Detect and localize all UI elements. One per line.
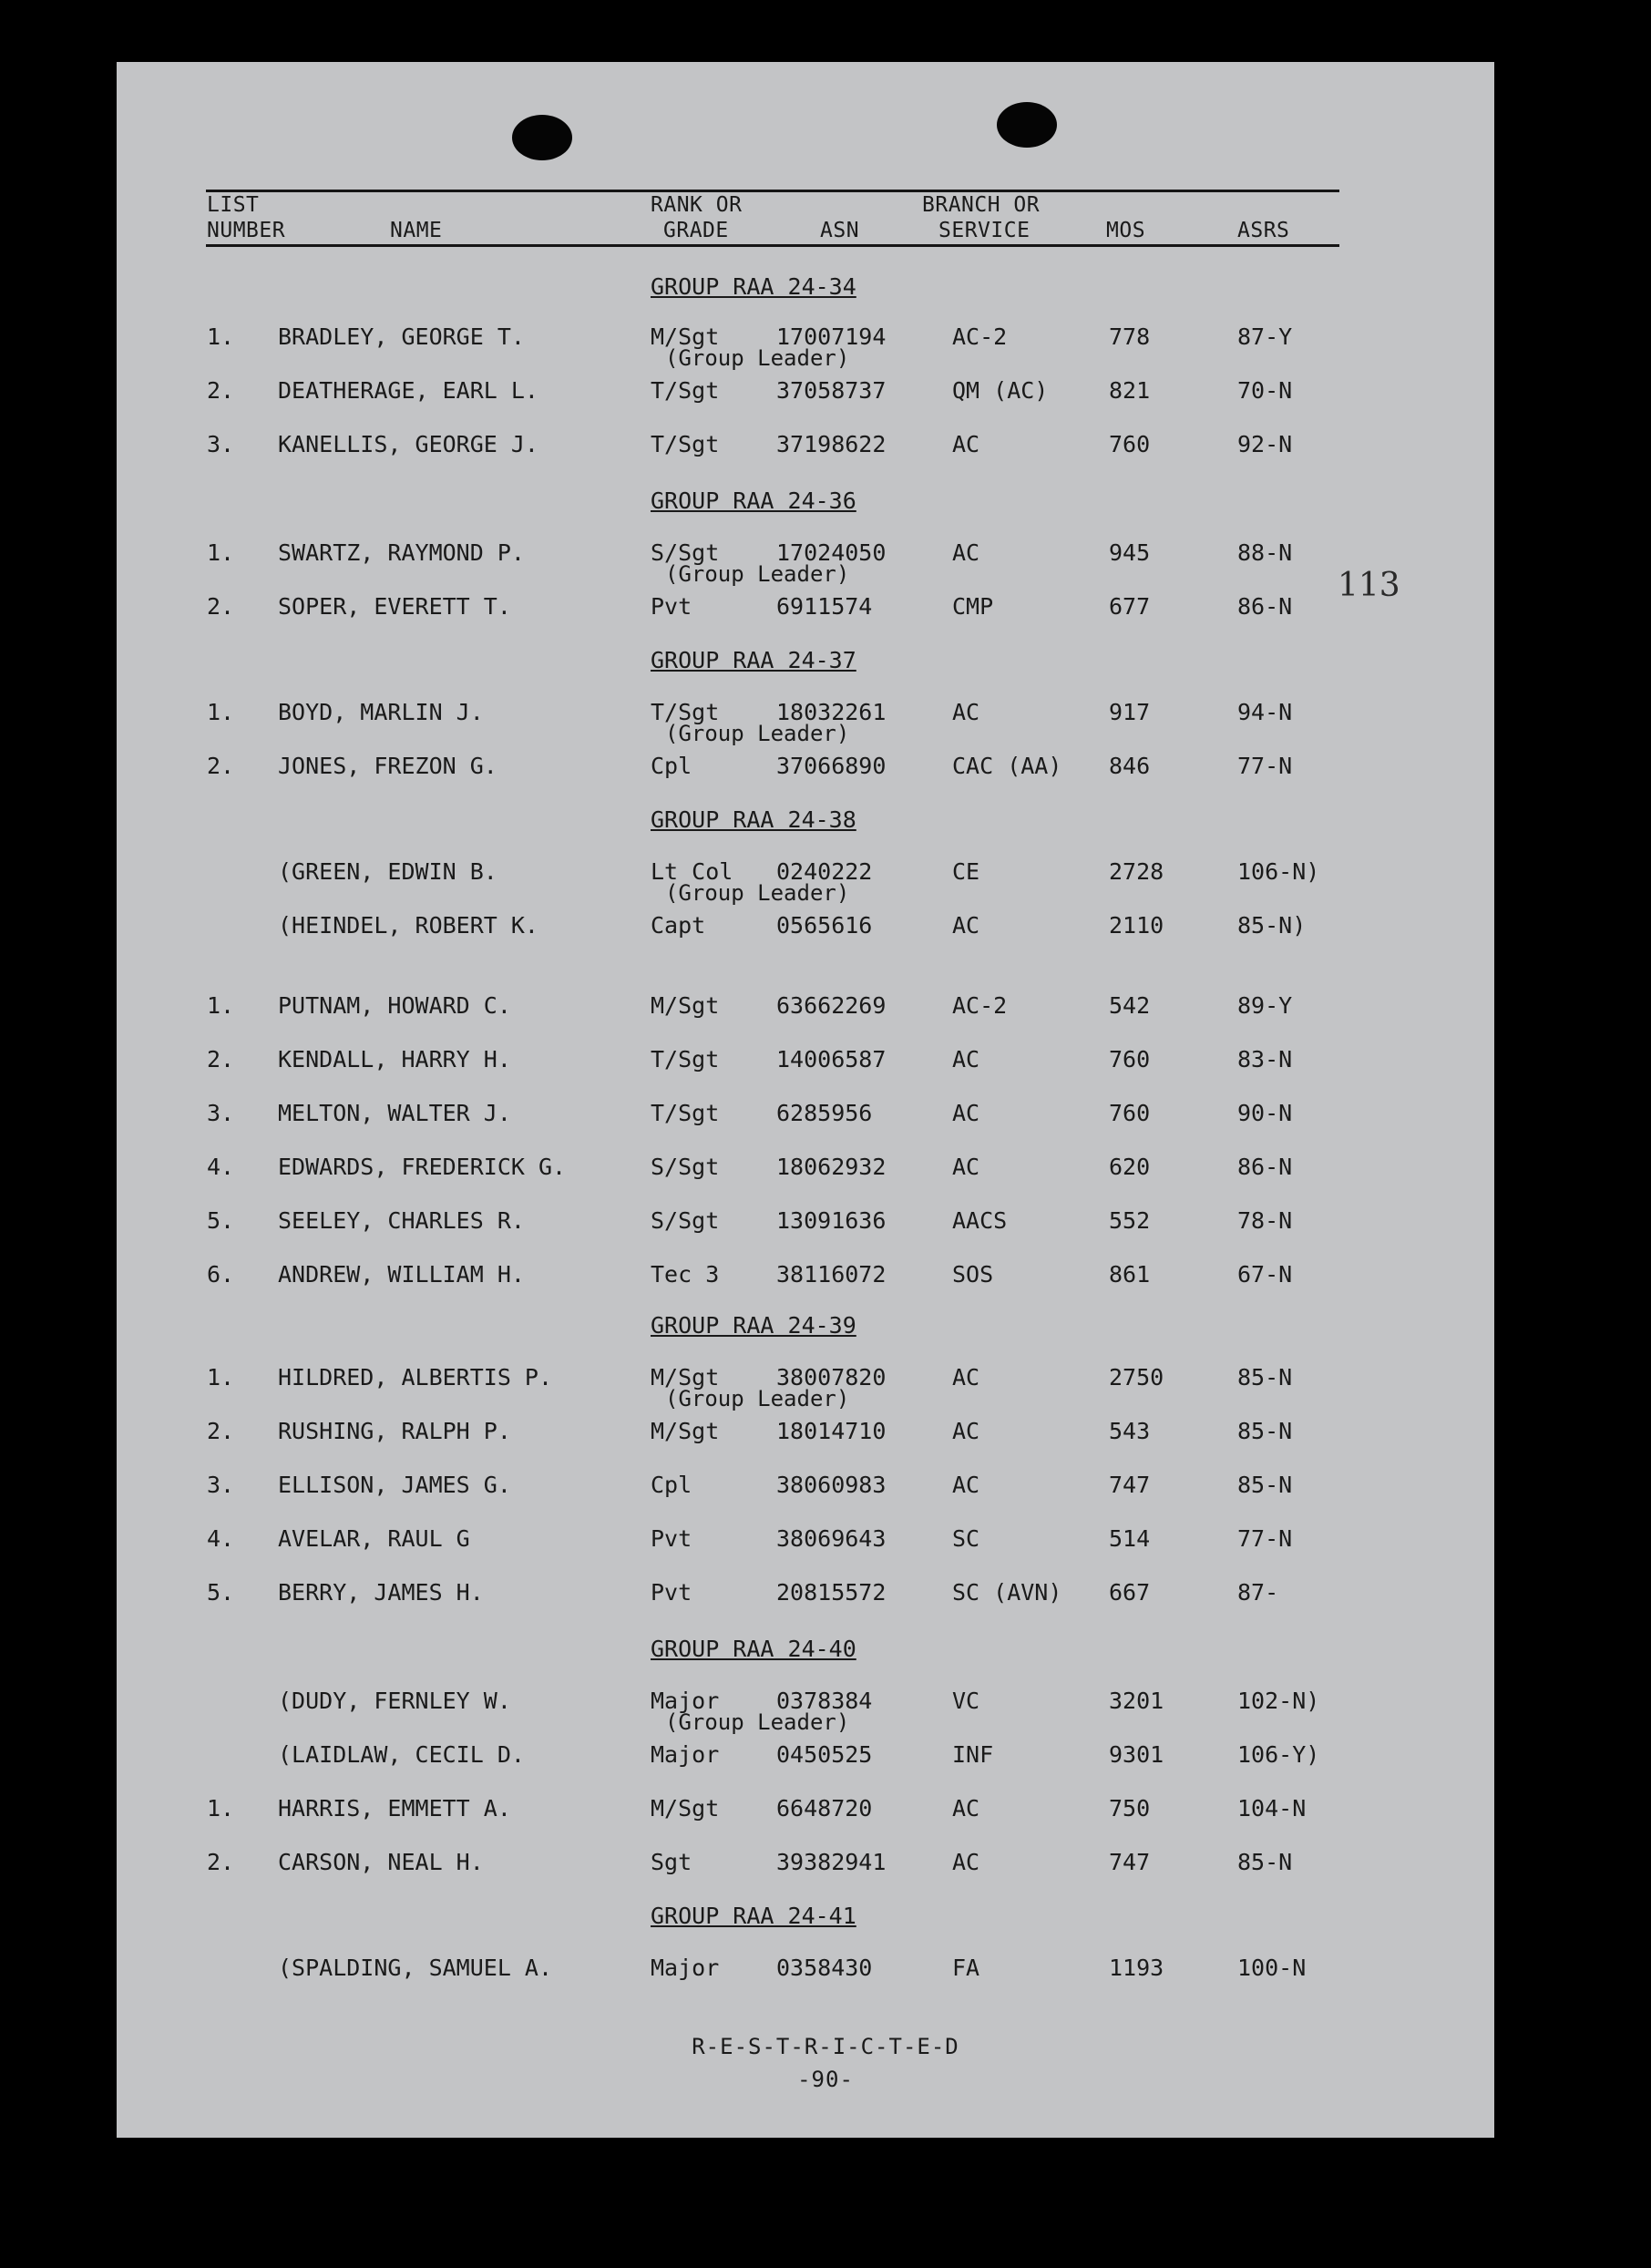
- cell-asn: 38069643: [776, 1525, 887, 1552]
- cell-mos: 514: [1109, 1525, 1151, 1552]
- cell-asrs: 77-N: [1237, 753, 1293, 779]
- cell-num: 3.: [207, 1472, 235, 1498]
- cell-rank: Pvt: [651, 1525, 692, 1552]
- cell-name: ANDREW, WILLIAM H.: [278, 1261, 525, 1288]
- cell-branch: SOS: [952, 1261, 994, 1288]
- cell-mos: 677: [1109, 593, 1151, 620]
- cell-branch: AC: [952, 912, 980, 939]
- header-rank-line2: GRADE: [663, 219, 729, 242]
- cell-name: AVELAR, RAUL G: [278, 1525, 470, 1552]
- cell-mos: 543: [1109, 1418, 1151, 1444]
- cell-name: SWARTZ, RAYMOND P.: [278, 539, 525, 566]
- cell-mos: 620: [1109, 1154, 1151, 1180]
- cell-branch: AC: [952, 539, 980, 566]
- cell-asn: 0378384: [776, 1688, 873, 1714]
- cell-rank: Major: [651, 1955, 720, 1981]
- group-leader-note: (Group Leader): [665, 561, 850, 587]
- cell-asrs: 78-N: [1237, 1207, 1293, 1234]
- cell-mos: 667: [1109, 1579, 1151, 1606]
- cell-name: KANELLIS, GEORGE J.: [278, 431, 538, 457]
- cell-asrs: 87-: [1237, 1579, 1279, 1606]
- cell-num: 6.: [207, 1261, 235, 1288]
- cell-name: CARSON, NEAL H.: [278, 1849, 484, 1875]
- cell-asrs: 85-N: [1237, 1472, 1293, 1498]
- cell-rank: S/Sgt: [651, 1207, 720, 1234]
- cell-mos: 861: [1109, 1261, 1151, 1288]
- cell-rank: S/Sgt: [651, 1154, 720, 1180]
- cell-name: EDWARDS, FREDERICK G.: [278, 1154, 567, 1180]
- cell-asrs: 85-N: [1237, 1849, 1293, 1875]
- cell-mos: 747: [1109, 1472, 1151, 1498]
- group-title: GROUP RAA 24-39: [651, 1312, 856, 1339]
- cell-rank: Cpl: [651, 753, 692, 779]
- cell-branch: CE: [952, 858, 980, 885]
- roster-row: [0, 1795, 1651, 1826]
- cell-mos: 846: [1109, 753, 1151, 779]
- header-asn: ASN: [820, 219, 860, 242]
- cell-branch: CMP: [952, 593, 994, 620]
- cell-mos: 917: [1109, 699, 1151, 725]
- cell-asn: 0565616: [776, 912, 873, 939]
- cell-name: (SPALDING, SAMUEL A.: [278, 1955, 553, 1981]
- cell-mos: 9301: [1109, 1741, 1164, 1768]
- cell-rank: Tec 3: [651, 1261, 720, 1288]
- cell-name: KENDALL, HARRY H.: [278, 1046, 511, 1072]
- cell-mos: 2110: [1109, 912, 1164, 939]
- header-list-line1: LIST: [207, 193, 260, 217]
- cell-rank: Capt: [651, 912, 706, 939]
- cell-num: 1.: [207, 539, 235, 566]
- roster-row: [0, 1525, 1651, 1556]
- classification-footer: R-E-S-T-R-I-C-T-E-D: [692, 2034, 959, 2059]
- cell-asn: 6911574: [776, 593, 873, 620]
- roster-row: [0, 1418, 1651, 1449]
- cell-branch: INF: [952, 1741, 994, 1768]
- group-title: GROUP RAA 24-36: [651, 487, 856, 514]
- cell-asrs: 83-N: [1237, 1046, 1293, 1072]
- cell-asrs: 86-N: [1237, 1154, 1293, 1180]
- cell-name: DEATHERAGE, EARL L.: [278, 377, 538, 404]
- cell-asn: 6648720: [776, 1795, 873, 1822]
- roster-row: [0, 753, 1651, 784]
- cell-name: (HEINDEL, ROBERT K.: [278, 912, 538, 939]
- cell-branch: CAC (AA): [952, 753, 1062, 779]
- header-branch-line1: BRANCH OR: [922, 193, 1041, 217]
- punch-hole: [512, 115, 572, 160]
- cell-branch: AACS: [952, 1207, 1008, 1234]
- cell-rank: T/Sgt: [651, 431, 720, 457]
- group-title: GROUP RAA 24-41: [651, 1903, 856, 1929]
- roster-row: [0, 1849, 1651, 1880]
- cell-name: MELTON, WALTER J.: [278, 1100, 511, 1126]
- cell-mos: 750: [1109, 1795, 1151, 1822]
- cell-num: 4.: [207, 1154, 235, 1180]
- cell-asn: 18014710: [776, 1418, 887, 1444]
- cell-asrs: 102-N): [1237, 1688, 1320, 1714]
- cell-asn: 20815572: [776, 1579, 887, 1606]
- roster-row: [0, 377, 1651, 408]
- cell-branch: AC: [952, 1046, 980, 1072]
- cell-asn: 38007820: [776, 1364, 887, 1391]
- cell-asrs: 90-N: [1237, 1100, 1293, 1126]
- cell-name: ELLISON, JAMES G.: [278, 1472, 511, 1498]
- cell-mos: 2728: [1109, 858, 1164, 885]
- cell-name: JONES, FREZON G.: [278, 753, 497, 779]
- cell-mos: 1193: [1109, 1955, 1164, 1981]
- cell-asn: 37066890: [776, 753, 887, 779]
- group-title: GROUP RAA 24-37: [651, 647, 856, 673]
- cell-asrs: 85-N: [1237, 1418, 1293, 1444]
- cell-asn: 18032261: [776, 699, 887, 725]
- cell-branch: SC: [952, 1525, 980, 1552]
- cell-branch: FA: [952, 1955, 980, 1981]
- cell-mos: 552: [1109, 1207, 1151, 1234]
- cell-mos: 821: [1109, 377, 1151, 404]
- roster-row: [0, 1100, 1651, 1131]
- cell-asrs: 92-N: [1237, 431, 1293, 457]
- group-leader-note: (Group Leader): [665, 1709, 850, 1735]
- cell-asn: 0450525: [776, 1741, 873, 1768]
- header-branch-line2: SERVICE: [938, 219, 1031, 242]
- cell-branch: AC: [952, 1154, 980, 1180]
- cell-mos: 760: [1109, 431, 1151, 457]
- cell-mos: 760: [1109, 1046, 1151, 1072]
- cell-asn: 0358430: [776, 1955, 873, 1981]
- roster-row: [0, 593, 1651, 624]
- cell-asrs: 104-N: [1237, 1795, 1307, 1822]
- cell-asn: 18062932: [776, 1154, 887, 1180]
- roster-row: [0, 1472, 1651, 1503]
- cell-asn: 38060983: [776, 1472, 887, 1498]
- cell-num: 3.: [207, 1100, 235, 1126]
- cell-rank: Major: [651, 1741, 720, 1768]
- cell-name: (LAIDLAW, CECIL D.: [278, 1741, 525, 1768]
- cell-asn: 17007194: [776, 323, 887, 350]
- cell-name: SOPER, EVERETT T.: [278, 593, 511, 620]
- roster-row: [0, 992, 1651, 1023]
- cell-num: 5.: [207, 1579, 235, 1606]
- cell-asn: 37058737: [776, 377, 887, 404]
- cell-rank: Pvt: [651, 1579, 692, 1606]
- group-title: GROUP RAA 24-38: [651, 806, 856, 833]
- cell-asn: 39382941: [776, 1849, 887, 1875]
- cell-branch: AC: [952, 1472, 980, 1498]
- group-title: GROUP RAA 24-34: [651, 273, 856, 300]
- roster-row: [0, 912, 1651, 943]
- cell-name: HARRIS, EMMETT A.: [278, 1795, 511, 1822]
- cell-rank: T/Sgt: [651, 699, 720, 725]
- cell-rank: M/Sgt: [651, 1795, 720, 1822]
- cell-branch: VC: [952, 1688, 980, 1714]
- cell-asrs: 85-N): [1237, 912, 1307, 939]
- cell-rank: Sgt: [651, 1849, 692, 1875]
- cell-asn: 0240222: [776, 858, 873, 885]
- cell-num: 2.: [207, 593, 235, 620]
- roster-row: [0, 1261, 1651, 1292]
- header-name: NAME: [390, 219, 443, 242]
- group-leader-note: (Group Leader): [665, 345, 850, 371]
- roster-row: [0, 431, 1651, 462]
- header-asrs: ASRS: [1237, 219, 1290, 242]
- cell-branch: AC-2: [952, 323, 1008, 350]
- cell-mos: 542: [1109, 992, 1151, 1019]
- group-title: GROUP RAA 24-40: [651, 1636, 856, 1662]
- cell-asrs: 94-N: [1237, 699, 1293, 725]
- cell-asrs: 77-N: [1237, 1525, 1293, 1552]
- cell-asn: 37198622: [776, 431, 887, 457]
- cell-branch: AC-2: [952, 992, 1008, 1019]
- roster-row: [0, 1741, 1651, 1772]
- cell-asrs: 86-N: [1237, 593, 1293, 620]
- page-stamp-number: 113: [1338, 567, 1400, 604]
- cell-num: 1.: [207, 1795, 235, 1822]
- cell-num: 3.: [207, 431, 235, 457]
- roster-row: [0, 1579, 1651, 1610]
- cell-num: 2.: [207, 753, 235, 779]
- cell-num: 1.: [207, 699, 235, 725]
- cell-num: 2.: [207, 1418, 235, 1444]
- cell-branch: AC: [952, 1364, 980, 1391]
- group-leader-note: (Group Leader): [665, 721, 850, 746]
- cell-rank: T/Sgt: [651, 1100, 720, 1126]
- cell-asrs: 70-N: [1237, 377, 1293, 404]
- cell-rank: Cpl: [651, 1472, 692, 1498]
- cell-num: 5.: [207, 1207, 235, 1234]
- cell-name: (DUDY, FERNLEY W.: [278, 1688, 511, 1714]
- cell-branch: AC: [952, 1100, 980, 1126]
- roster-row: [0, 1207, 1651, 1238]
- cell-name: PUTNAM, HOWARD C.: [278, 992, 511, 1019]
- header-bottom-rule: [206, 244, 1339, 247]
- cell-asrs: 87-Y: [1237, 323, 1293, 350]
- cell-rank: T/Sgt: [651, 1046, 720, 1072]
- cell-mos: 747: [1109, 1849, 1151, 1875]
- cell-branch: AC: [952, 1418, 980, 1444]
- header-mos: MOS: [1106, 219, 1146, 242]
- cell-branch: SC (AVN): [952, 1579, 1062, 1606]
- cell-asn: 38116072: [776, 1261, 887, 1288]
- cell-num: 1.: [207, 323, 235, 350]
- cell-asn: 13091636: [776, 1207, 887, 1234]
- cell-rank: Pvt: [651, 593, 692, 620]
- cell-mos: 2750: [1109, 1364, 1164, 1391]
- cell-num: 4.: [207, 1525, 235, 1552]
- cell-asrs: 88-N: [1237, 539, 1293, 566]
- cell-asrs: 106-N): [1237, 858, 1320, 885]
- cell-name: BOYD, MARLIN J.: [278, 699, 484, 725]
- cell-num: 2.: [207, 1046, 235, 1072]
- header-list-line2: NUMBER: [207, 219, 286, 242]
- cell-name: (GREEN, EDWIN B.: [278, 858, 497, 885]
- cell-asn: 6285956: [776, 1100, 873, 1126]
- cell-rank: T/Sgt: [651, 377, 720, 404]
- cell-rank: Lt Col: [651, 858, 733, 885]
- cell-mos: 3201: [1109, 1688, 1164, 1714]
- cell-rank: S/Sgt: [651, 539, 720, 566]
- cell-asrs: 67-N: [1237, 1261, 1293, 1288]
- cell-mos: 760: [1109, 1100, 1151, 1126]
- cell-asrs: 89-Y: [1237, 992, 1293, 1019]
- cell-num: 2.: [207, 1849, 235, 1875]
- cell-mos: 778: [1109, 323, 1151, 350]
- cell-asn: 14006587: [776, 1046, 887, 1072]
- cell-branch: AC: [952, 699, 980, 725]
- cell-name: SEELEY, CHARLES R.: [278, 1207, 525, 1234]
- cell-name: BRADLEY, GEORGE T.: [278, 323, 525, 350]
- cell-num: 2.: [207, 377, 235, 404]
- cell-branch: AC: [952, 431, 980, 457]
- roster-row: [0, 1955, 1651, 1986]
- cell-branch: AC: [952, 1849, 980, 1875]
- roster-row: [0, 1046, 1651, 1077]
- header-rank-line1: RANK OR: [651, 193, 743, 217]
- cell-asrs: 106-Y): [1237, 1741, 1320, 1768]
- cell-asrs: 100-N: [1237, 1955, 1307, 1981]
- cell-rank: M/Sgt: [651, 992, 720, 1019]
- group-leader-note: (Group Leader): [665, 880, 850, 906]
- cell-num: 1.: [207, 1364, 235, 1391]
- cell-asrs: 85-N: [1237, 1364, 1293, 1391]
- cell-rank: M/Sgt: [651, 1418, 720, 1444]
- cell-name: BERRY, JAMES H.: [278, 1579, 484, 1606]
- page-number: -90-: [797, 2067, 854, 2092]
- cell-mos: 945: [1109, 539, 1151, 566]
- roster-row: [0, 1154, 1651, 1185]
- cell-asn: 63662269: [776, 992, 887, 1019]
- cell-branch: QM (AC): [952, 377, 1049, 404]
- cell-num: 1.: [207, 992, 235, 1019]
- cell-name: RUSHING, RALPH P.: [278, 1418, 511, 1444]
- header-top-rule: [206, 190, 1339, 192]
- cell-rank: M/Sgt: [651, 323, 720, 350]
- cell-asn: 17024050: [776, 539, 887, 566]
- punch-hole: [997, 102, 1057, 148]
- cell-rank: M/Sgt: [651, 1364, 720, 1391]
- cell-rank: Major: [651, 1688, 720, 1714]
- cell-name: HILDRED, ALBERTIS P.: [278, 1364, 553, 1391]
- cell-branch: AC: [952, 1795, 980, 1822]
- group-leader-note: (Group Leader): [665, 1386, 850, 1411]
